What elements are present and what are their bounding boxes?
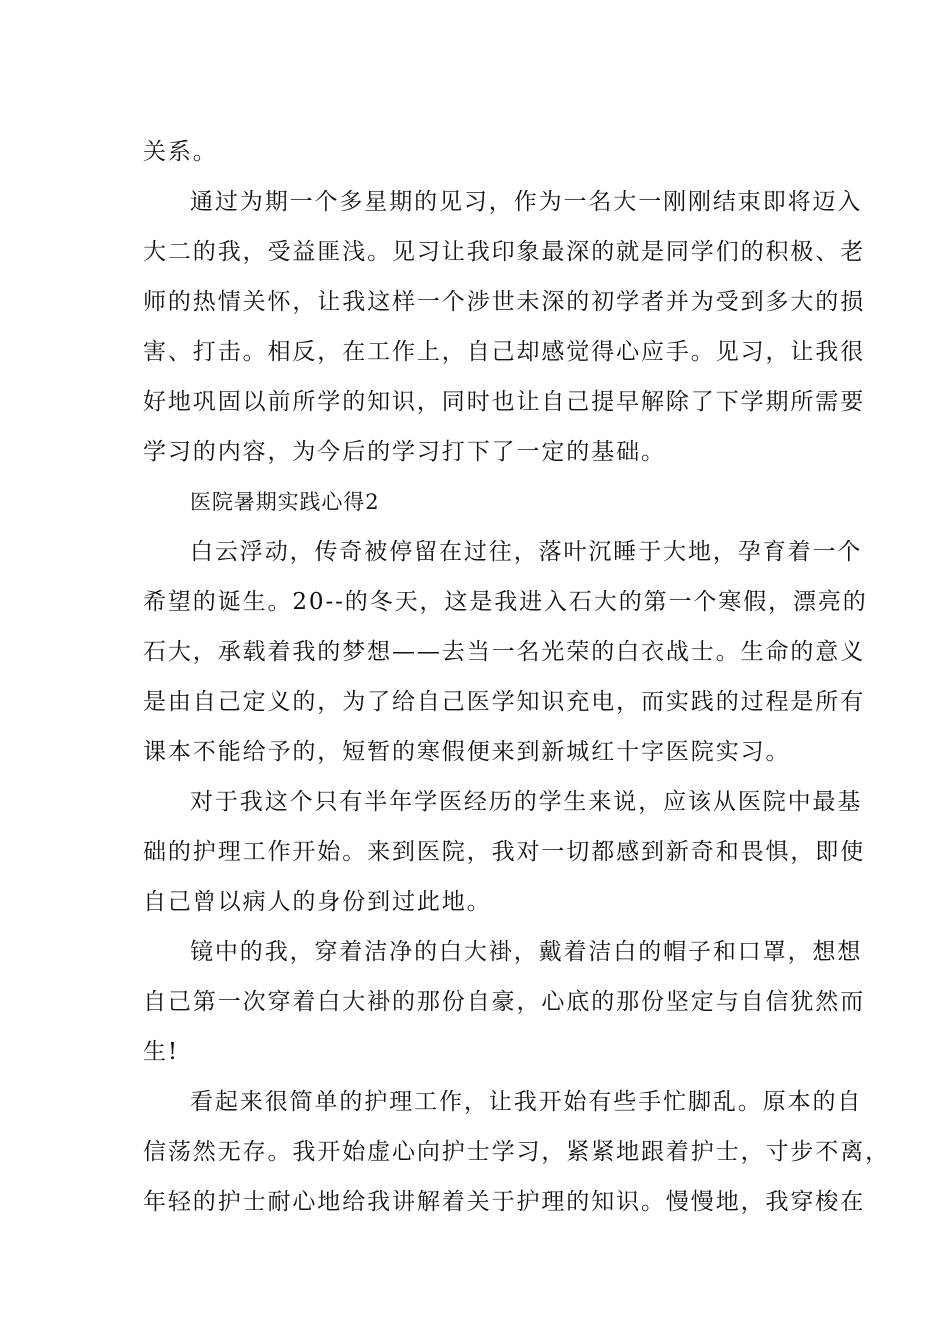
text-line: 生! — [143, 1039, 180, 1065]
text-line: 是由自己定义的，为了给自己医学知识充电，而实践的过程是所有 — [143, 689, 866, 715]
text-line: 课本不能给予的，短暂的寒假便来到新城红十字医院实习。 — [143, 739, 791, 765]
text-line: 师的热情关怀，让我这样一个涉世未深的初学者并为受到多大的损 — [143, 289, 866, 315]
text-line: 好地巩固以前所学的知识，同时也让自己提早解除了下学期所需要 — [143, 389, 866, 415]
paragraph-first-line: 通过为期一个多星期的见习，作为一名大一刚刚结束即将迈入 — [190, 189, 863, 215]
paragraph-first-line: 对于我这个只有半年学医经历的学生来说，应该从医院中最基 — [190, 789, 863, 815]
text-line: 自己曾以病人的身份到过此地。 — [143, 889, 492, 915]
paragraph-first-line: 白云浮动，传奇被停留在过往，落叶沉睡于大地，孕育着一个 — [190, 539, 863, 565]
text-line: 年轻的护士耐心地给我讲解着关于护理的知识。慢慢地，我穿梭在 — [143, 1189, 866, 1215]
text-line: 关系。 — [143, 139, 218, 165]
text-line: 害、打击。相反，在工作上，自己却感觉得心应手。见习，让我很 — [143, 339, 866, 365]
text-line: 大二的我，受益匪浅。见习让我印象最深的就是同学们的积极、老 — [143, 239, 866, 265]
paragraph-first-line: 看起来很简单的护理工作，让我开始有些手忙脚乱。原本的自 — [190, 1089, 863, 1115]
text-line: 自己第一次穿着白大褂的那份自豪，心底的那份坚定与自信犹然而 — [143, 989, 866, 1015]
text-line: 石大，承载着我的梦想——去当一名光荣的白衣战士。生命的意义 — [143, 639, 866, 665]
paragraph-first-line: 镜中的我，穿着洁净的白大褂，戴着洁白的帽子和口罩，想想 — [190, 939, 863, 965]
text-line: 学习的内容，为今后的学习打下了一定的基础。 — [143, 439, 666, 465]
section-heading: 医院暑期实践心得2 — [190, 490, 380, 514]
text-line: 础的护理工作开始。来到医院，我对一切都感到新奇和畏惧，即使 — [143, 839, 866, 865]
text-line: 信荡然无存。我开始虚心向护士学习，紧紧地跟着护士，寸步不离， — [143, 1139, 890, 1165]
text-line: 希望的诞生。20--的冬天，这是我进入石大的第一个寒假，漂亮的 — [143, 589, 868, 615]
